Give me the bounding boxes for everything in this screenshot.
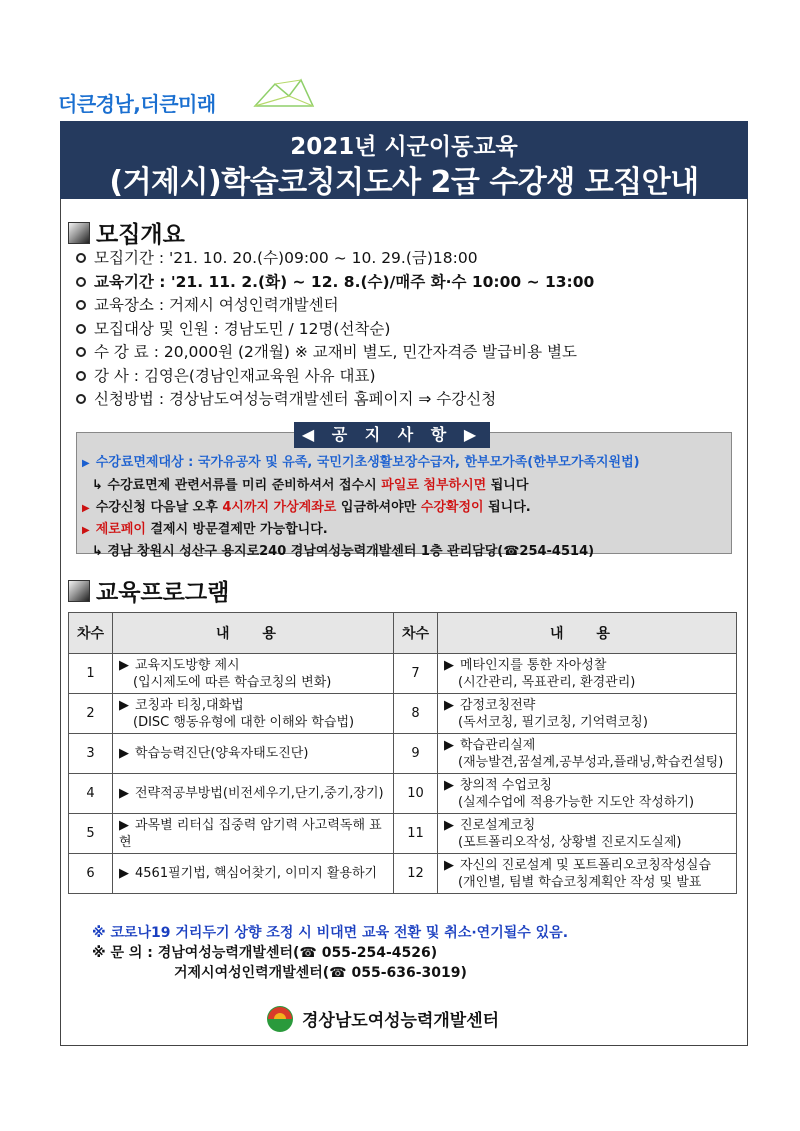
row-number: 11 — [407, 826, 424, 841]
triangle-bullet-icon: ▶ — [82, 458, 90, 469]
triangle-bullet-icon: ▶ — [119, 746, 129, 761]
triangle-bullet-icon: ▶ — [119, 866, 129, 881]
contact-line-2: 거제시여성인력개발센터(☎ 055-636-3019) — [174, 965, 467, 981]
row-title: 학습관리실제 — [460, 737, 536, 753]
overview-item: 모집대상 및 인원 : 경남도민 / 12명(선착순) — [76, 317, 390, 339]
circle-bullet-icon — [76, 371, 86, 381]
square-bullet-icon — [68, 580, 90, 602]
overview-item: 교육기간 : '21. 11. 2.(화) ~ 12. 8.(수)/매주 화·수 10:00 ~ 13:00 — [76, 270, 594, 292]
overview-item: 교육장소 : 거제시 여성인력개발센터 — [76, 293, 339, 315]
col-header-content: 내 용 — [438, 613, 737, 654]
row-title: 자신의 진로설계 및 포트폴리오코칭작성실습 — [460, 857, 711, 873]
row-number: 5 — [86, 826, 95, 841]
triangle-bullet-icon: ▶ — [119, 657, 129, 673]
title-banner — [60, 121, 748, 199]
circle-bullet-icon — [76, 277, 86, 287]
row-number: 12 — [407, 866, 424, 881]
row-number: 4 — [86, 786, 95, 801]
program-heading: 교육프로그램 — [68, 574, 229, 607]
program-table — [68, 612, 737, 894]
square-bullet-icon — [68, 222, 90, 244]
triangle-bullet-icon: ▶ — [82, 525, 90, 536]
row-number: 9 — [411, 746, 420, 761]
triangle-bullet-icon: ▶ — [119, 817, 129, 833]
overview-heading: 모집개요 — [68, 216, 185, 249]
row-detail: (실제수업에 적용가능한 지도안 작성하기) — [458, 794, 695, 810]
row-title: 코칭과 티칭,대화법 — [135, 697, 244, 713]
row-title: 교육지도방향 제시 — [135, 657, 240, 673]
row-number: 6 — [86, 866, 95, 881]
circle-bullet-icon — [76, 300, 86, 310]
triangle-bullet-icon: ▶ — [119, 697, 129, 713]
triangle-bullet-icon: ▶ — [119, 786, 129, 801]
table-row — [69, 694, 737, 734]
col-header-no: 차수 — [394, 613, 438, 654]
overview-item: 모집기간 : '21. 10. 20.(수)09:00 ~ 10. 29.(금)18:00 — [76, 246, 478, 268]
row-title: 창의적 수업코칭 — [460, 777, 553, 793]
mountain-logo-icon — [253, 78, 315, 108]
row-title: 메타인지를 통한 자아성찰 — [460, 657, 607, 673]
row-number: 10 — [407, 786, 424, 801]
covid-note: ※ 코로나19 거리두기 상향 조정 시 비대면 교육 전환 및 취소·연기될수 있음. — [92, 925, 569, 941]
triangle-bullet-icon: ▶ — [444, 697, 454, 713]
overview-item: 신청방법 : 경상남도여성능력개발센터 홈페이지 ⇒ 수강신청 — [76, 387, 496, 409]
slogan: 더큰경남,더큰미래 — [58, 92, 216, 116]
notice-line-1: ▶ 수강료면제대상 : 국가유공자 및 유족, 국민기초생활보장수급자, 한부모가족(한부모가족지원법) — [82, 455, 640, 470]
table-row — [69, 854, 737, 894]
triangle-bullet-icon: ▶ — [444, 657, 454, 673]
row-title: 학습능력진단(양육자태도진단) — [135, 746, 309, 761]
table-header-row — [69, 613, 737, 654]
row-detail: (입시제도에 따른 학습코칭의 변화) — [133, 674, 332, 690]
row-detail: (재능발견,꿈설계,공부성과,플래닝,학습컨설팅) — [458, 754, 724, 770]
notice-title: ◀ 공 지 사 항 ▶ — [294, 422, 490, 448]
col-header-no: 차수 — [69, 613, 113, 654]
table-row — [69, 654, 737, 694]
row-title: 전략적공부방법(비전세우기,단기,중기,장기) — [135, 786, 384, 801]
org-emblem-icon — [266, 1005, 294, 1033]
row-title: 4561필기법, 핵심어찾기, 이미지 활용하기 — [135, 866, 378, 881]
org-logo: 경상남도여성능력개발센터 — [266, 1005, 499, 1033]
notice-line-2: ↳ 수강료면제 관련서류를 미리 준비하셔서 접수시 파일로 첨부하시면 됩니다 — [92, 478, 529, 493]
triangle-bullet-icon: ▶ — [444, 737, 454, 753]
table-row — [69, 814, 737, 854]
row-number: 3 — [86, 746, 95, 761]
overview-item: 강 사 : 김영은(경남인재교육원 사유 대표) — [76, 364, 376, 386]
title-line-2: (거제시)학습코칭지도사 2급 수강생 모집안내 — [109, 165, 699, 200]
circle-bullet-icon — [76, 394, 86, 404]
circle-bullet-icon — [76, 347, 86, 357]
notice-line-5: ↳ 경남 창원시 성산구 용지로240 경남여성능력개발센터 1층 관리담당(☎254-4514) — [92, 544, 595, 559]
notice-line-3: ▶ 수강신청 다음날 오후 4시까지 가상계좌로 입금하셔야만 수강확정이 됩니다. — [82, 500, 531, 515]
row-number: 1 — [86, 666, 95, 681]
circle-bullet-icon — [76, 324, 86, 334]
row-title: 과목별 리터십 집중력 암기력 사고력독해 표현 — [119, 817, 382, 850]
overview-item: 수 강 료 : 20,000원 (2개월) ※ 교재비 별도, 민간자격증 발급비용 별도 — [76, 340, 577, 362]
row-detail: (시간관리, 목표관리, 환경관리) — [458, 674, 636, 690]
row-title: 감정코칭전략 — [460, 697, 536, 713]
notice-line-4: ▶ 제로페이 결제시 방문결제만 가능합니다. — [82, 522, 328, 537]
row-title: 진로설계코칭 — [460, 817, 536, 833]
table-row — [69, 734, 737, 774]
circle-bullet-icon — [76, 253, 86, 263]
row-number: 8 — [411, 706, 420, 721]
triangle-bullet-icon: ▶ — [444, 817, 454, 833]
row-detail: (개인별, 팀별 학습코칭계획안 작성 및 발표 — [458, 874, 702, 890]
col-header-content: 내 용 — [113, 613, 394, 654]
row-detail: (DISC 행동유형에 대한 이해와 학습법) — [133, 714, 355, 730]
row-detail: (독서코칭, 필기코칭, 기억력코칭) — [458, 714, 648, 730]
triangle-bullet-icon: ▶ — [444, 857, 454, 873]
row-detail: (포트폴리오작성, 상황별 진로지도실제) — [458, 834, 682, 850]
triangle-bullet-icon: ▶ — [444, 777, 454, 793]
contact-line-1: ※ 문 의 : 경남여성능력개발센터(☎ 055-254-4526) — [92, 945, 438, 961]
triangle-bullet-icon: ▶ — [82, 503, 90, 514]
table-row — [69, 774, 737, 814]
row-number: 2 — [86, 706, 95, 721]
row-number: 7 — [411, 666, 420, 681]
title-line-1: 2021년 시군이동교육 — [290, 134, 518, 160]
